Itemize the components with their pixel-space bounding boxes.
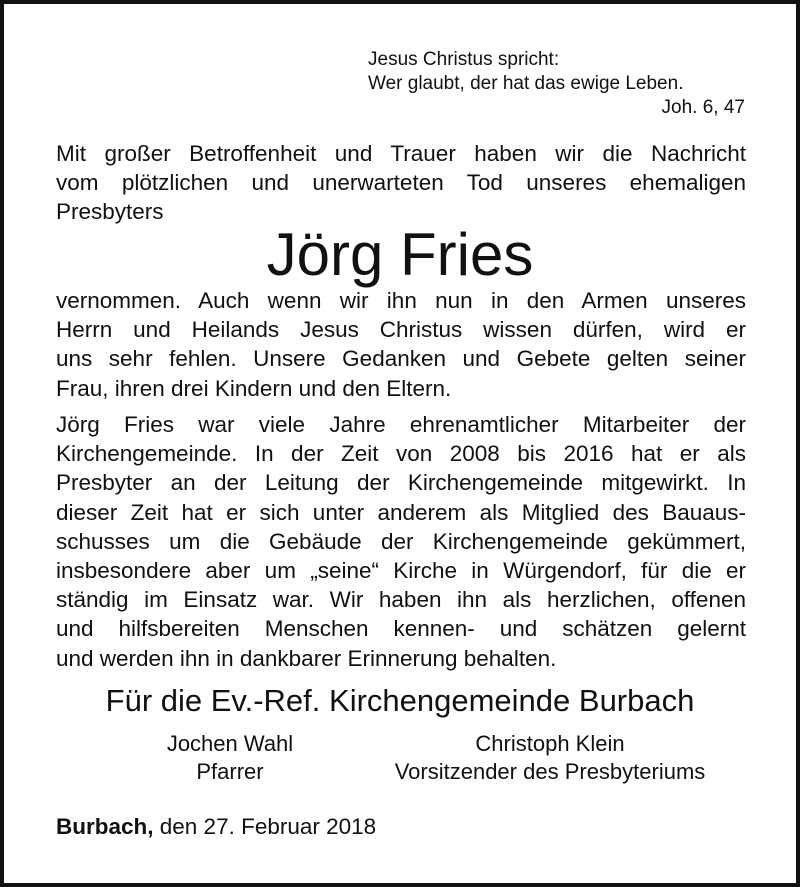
date-text: den 27. Februar 2018 — [153, 814, 377, 839]
paragraph-line: dieser Zeit hat er sich unter anderem als Mitglied des Bauaus- — [56, 499, 746, 525]
paragraph-line: Herrn und Heilands Jesus Christus wissen dürfen, wird er — [56, 317, 746, 343]
verse-line-2: Wer glaubt, der hat das ewige Leben. — [368, 73, 684, 94]
signatory-right — [360, 730, 740, 786]
paragraph-line: und hilfsbereiten Menschen kennen- und schätzen gelernt — [56, 616, 746, 642]
paragraph-line: und werden ihn in dankbarer Erinnerung behalten. — [56, 645, 557, 671]
deceased-name: Jörg Fries — [266, 221, 534, 288]
paragraph-line: insbesondere aber um „seine“ Kirche in Würgendorf, für die er — [56, 558, 746, 584]
signatory-role: Vorsitzender des Presbyteriums — [394, 759, 706, 784]
signatory-left — [110, 730, 350, 786]
signatory-name: Christoph Klein — [475, 731, 625, 756]
paragraph-2 — [56, 410, 746, 673]
signatory-role: Pfarrer — [196, 759, 264, 784]
bible-verse — [368, 48, 745, 120]
intro-line: Presbyters — [56, 199, 164, 225]
paragraph-line: Presbyter an der Leitung der Kirchengemeinde mitgewirkt. In — [56, 470, 746, 496]
paragraph-1 — [56, 286, 746, 403]
signature-heading: Für die Ev.-Ref. Kirchengemeinde Burbach — [105, 683, 695, 718]
paragraph-line: Frau, ihren drei Kindern und den Eltern. — [56, 375, 452, 401]
verse-reference: Joh. 6, 47 — [661, 97, 745, 118]
paragraph-line: ständig im Einsatz war. Wir haben ihn als herzlichen, offenen — [56, 587, 746, 613]
verse-line-1: Jesus Christus spricht: — [368, 49, 560, 70]
paragraph-line: Kirchengemeinde. In der Zeit von 2008 bis 2016 hat er als — [56, 441, 746, 467]
paragraph-line: vernommen. Auch wenn wir ihn nun in den Armen unseres — [56, 288, 746, 313]
place-name: Burbach, — [56, 814, 154, 839]
paragraph-line: schusses um die Gebäude der Kirchengemeinde gekümmert, — [56, 528, 746, 554]
place-date-line — [56, 812, 376, 841]
signatory-name: Jochen Wahl — [166, 731, 294, 756]
paragraph-line: uns sehr fehlen. Unsere Gedanken und Gebete gelten seiner — [56, 346, 746, 372]
intro-paragraph — [56, 139, 746, 227]
intro-line: vom plötzlichen und unerwarteten Tod unseres ehemaligen — [56, 170, 746, 196]
intro-line: Mit großer Betroffenheit und Trauer haben wir die Nachricht — [56, 141, 746, 166]
paragraph-line: Jörg Fries war viele Jahre ehrenamtlicher Mitarbeiter der — [56, 412, 746, 437]
